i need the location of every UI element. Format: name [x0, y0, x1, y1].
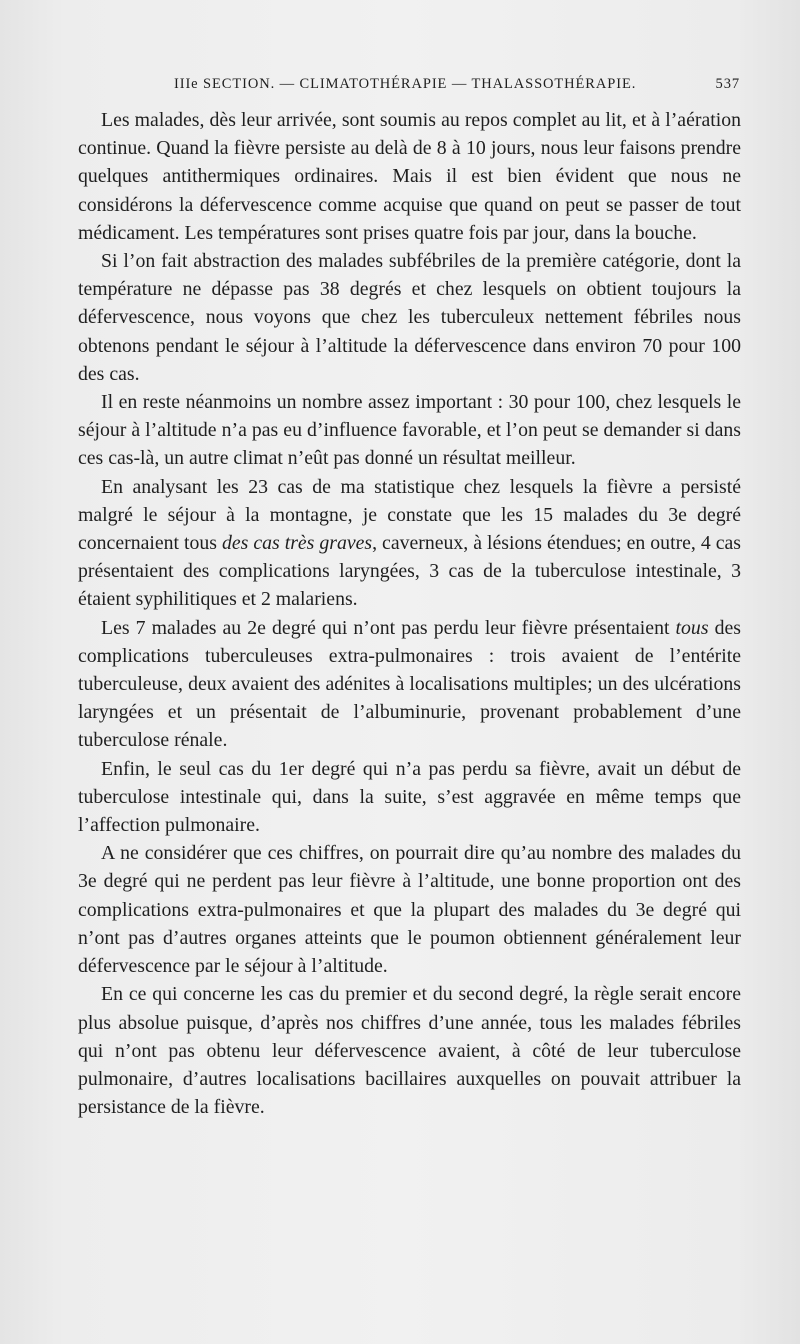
page-number: 537	[715, 76, 740, 92]
paragraph-4	[78, 473, 741, 614]
paragraph-6: Enfin, le seul cas du 1er degré qui n’a pas perdu sa fièvre, avait un début de tuberculose intestinale qui, dans la suite, s’est aggravée en même temps que l’affection pulmonaire.	[78, 757, 741, 837]
paragraph-4-text-a: En analysant les 23 cas de ma statistique chez lesquels la fièvre a persisté malgré le séjour à la montagne, je constate que les 15 malades du 3e degré concernaient tous	[78, 475, 741, 555]
paragraph-7: A ne considérer que ces chiffres, on pourrait dire qu’au nombre des malades du 3e degré qui ne perdent pas leur fièvre à l’altitude, une bonne proportion ont des complications extra-pulmonaires et que la plupart des malades du 3e degré qui n’ont pas d’autres organes atteints que le poumon obtiennent généralement leur défervescence par le séjour à l’altitude.	[78, 842, 741, 978]
paragraph-8: En ce qui concerne les cas du premier et du second degré, la règle serait encore plus absolue puisque, d’après nos chiffres d’une année, tous les malades fébriles qui n’ont pas obtenu leur défervescence avaient, à côté de leur tuberculose pulmonaire, d’autres localisations bacillaires auxquelles on pouvait attribuer la persistance de la fièvre.	[78, 983, 741, 1119]
paragraph-1: Les malades, dès leur arrivée, sont soumis au repos complet au lit, et à l’aération continue. Quand la fièvre persiste au delà de 8 à 10 jours, nous leur faisons prendre quelques antithermiques ordinaires. Mais il est bien évident que nous ne considérons la défervescence comme acquise que quand on peut se passer de tout médicament. Les températures sont prises quatre fois par jour, dans la bouche.	[78, 109, 741, 244]
running-title: IIIe SECTION. — CLIMATOTHÉRAPIE — THALASSOTHÉRAPIE.	[174, 76, 637, 92]
paragraph-4-emphasis: des cas très graves	[222, 532, 373, 555]
body-text	[78, 106, 741, 1121]
paragraph-5-text-b: des complications tuberculeuses extra-pulmonaires : trois avaient de l’entérite tuberculeuse, deux avaient des adénites à localisations multiples; un des ulcérations laryngées et un présentait de l’albuminurie, provenant probablement d’une tuberculose rénale.	[78, 616, 741, 752]
paragraph-5-emphasis: tous	[675, 616, 709, 639]
running-head	[110, 76, 750, 96]
paragraph-4-text-b: , caverneux, à lésions étendues; en outre, 4 cas présentaient des complications laryngées, 3 cas de la tuberculose intestinale, 3 étaient syphilitiques et 2 malariens.	[78, 532, 741, 611]
paragraph-3: Il en reste néanmoins un nombre assez important : 30 pour 100, chez lesquels le séjour à l’altitude n’a pas eu d’influence favorable, et l’on peut se demander si dans ces cas-là, un autre climat n’eût pas donné un résultat meilleur.	[78, 391, 741, 470]
paragraph-5-text-a: Les 7 malades au 2e degré qui n’ont pas perdu leur fièvre présentaient	[101, 616, 676, 639]
paragraph-5	[78, 614, 741, 755]
paragraph-2: Si l’on fait abstraction des malades subfébriles de la première catégorie, dont la température ne dépasse pas 38 degrés et chez lesquels on obtient toujours la défervescence, nous voyons que chez les tuberculeux nettement fébriles nous obtenons pendant le séjour à l’altitude la défervescence dans environ 70 pour 100 des cas.	[78, 250, 741, 385]
